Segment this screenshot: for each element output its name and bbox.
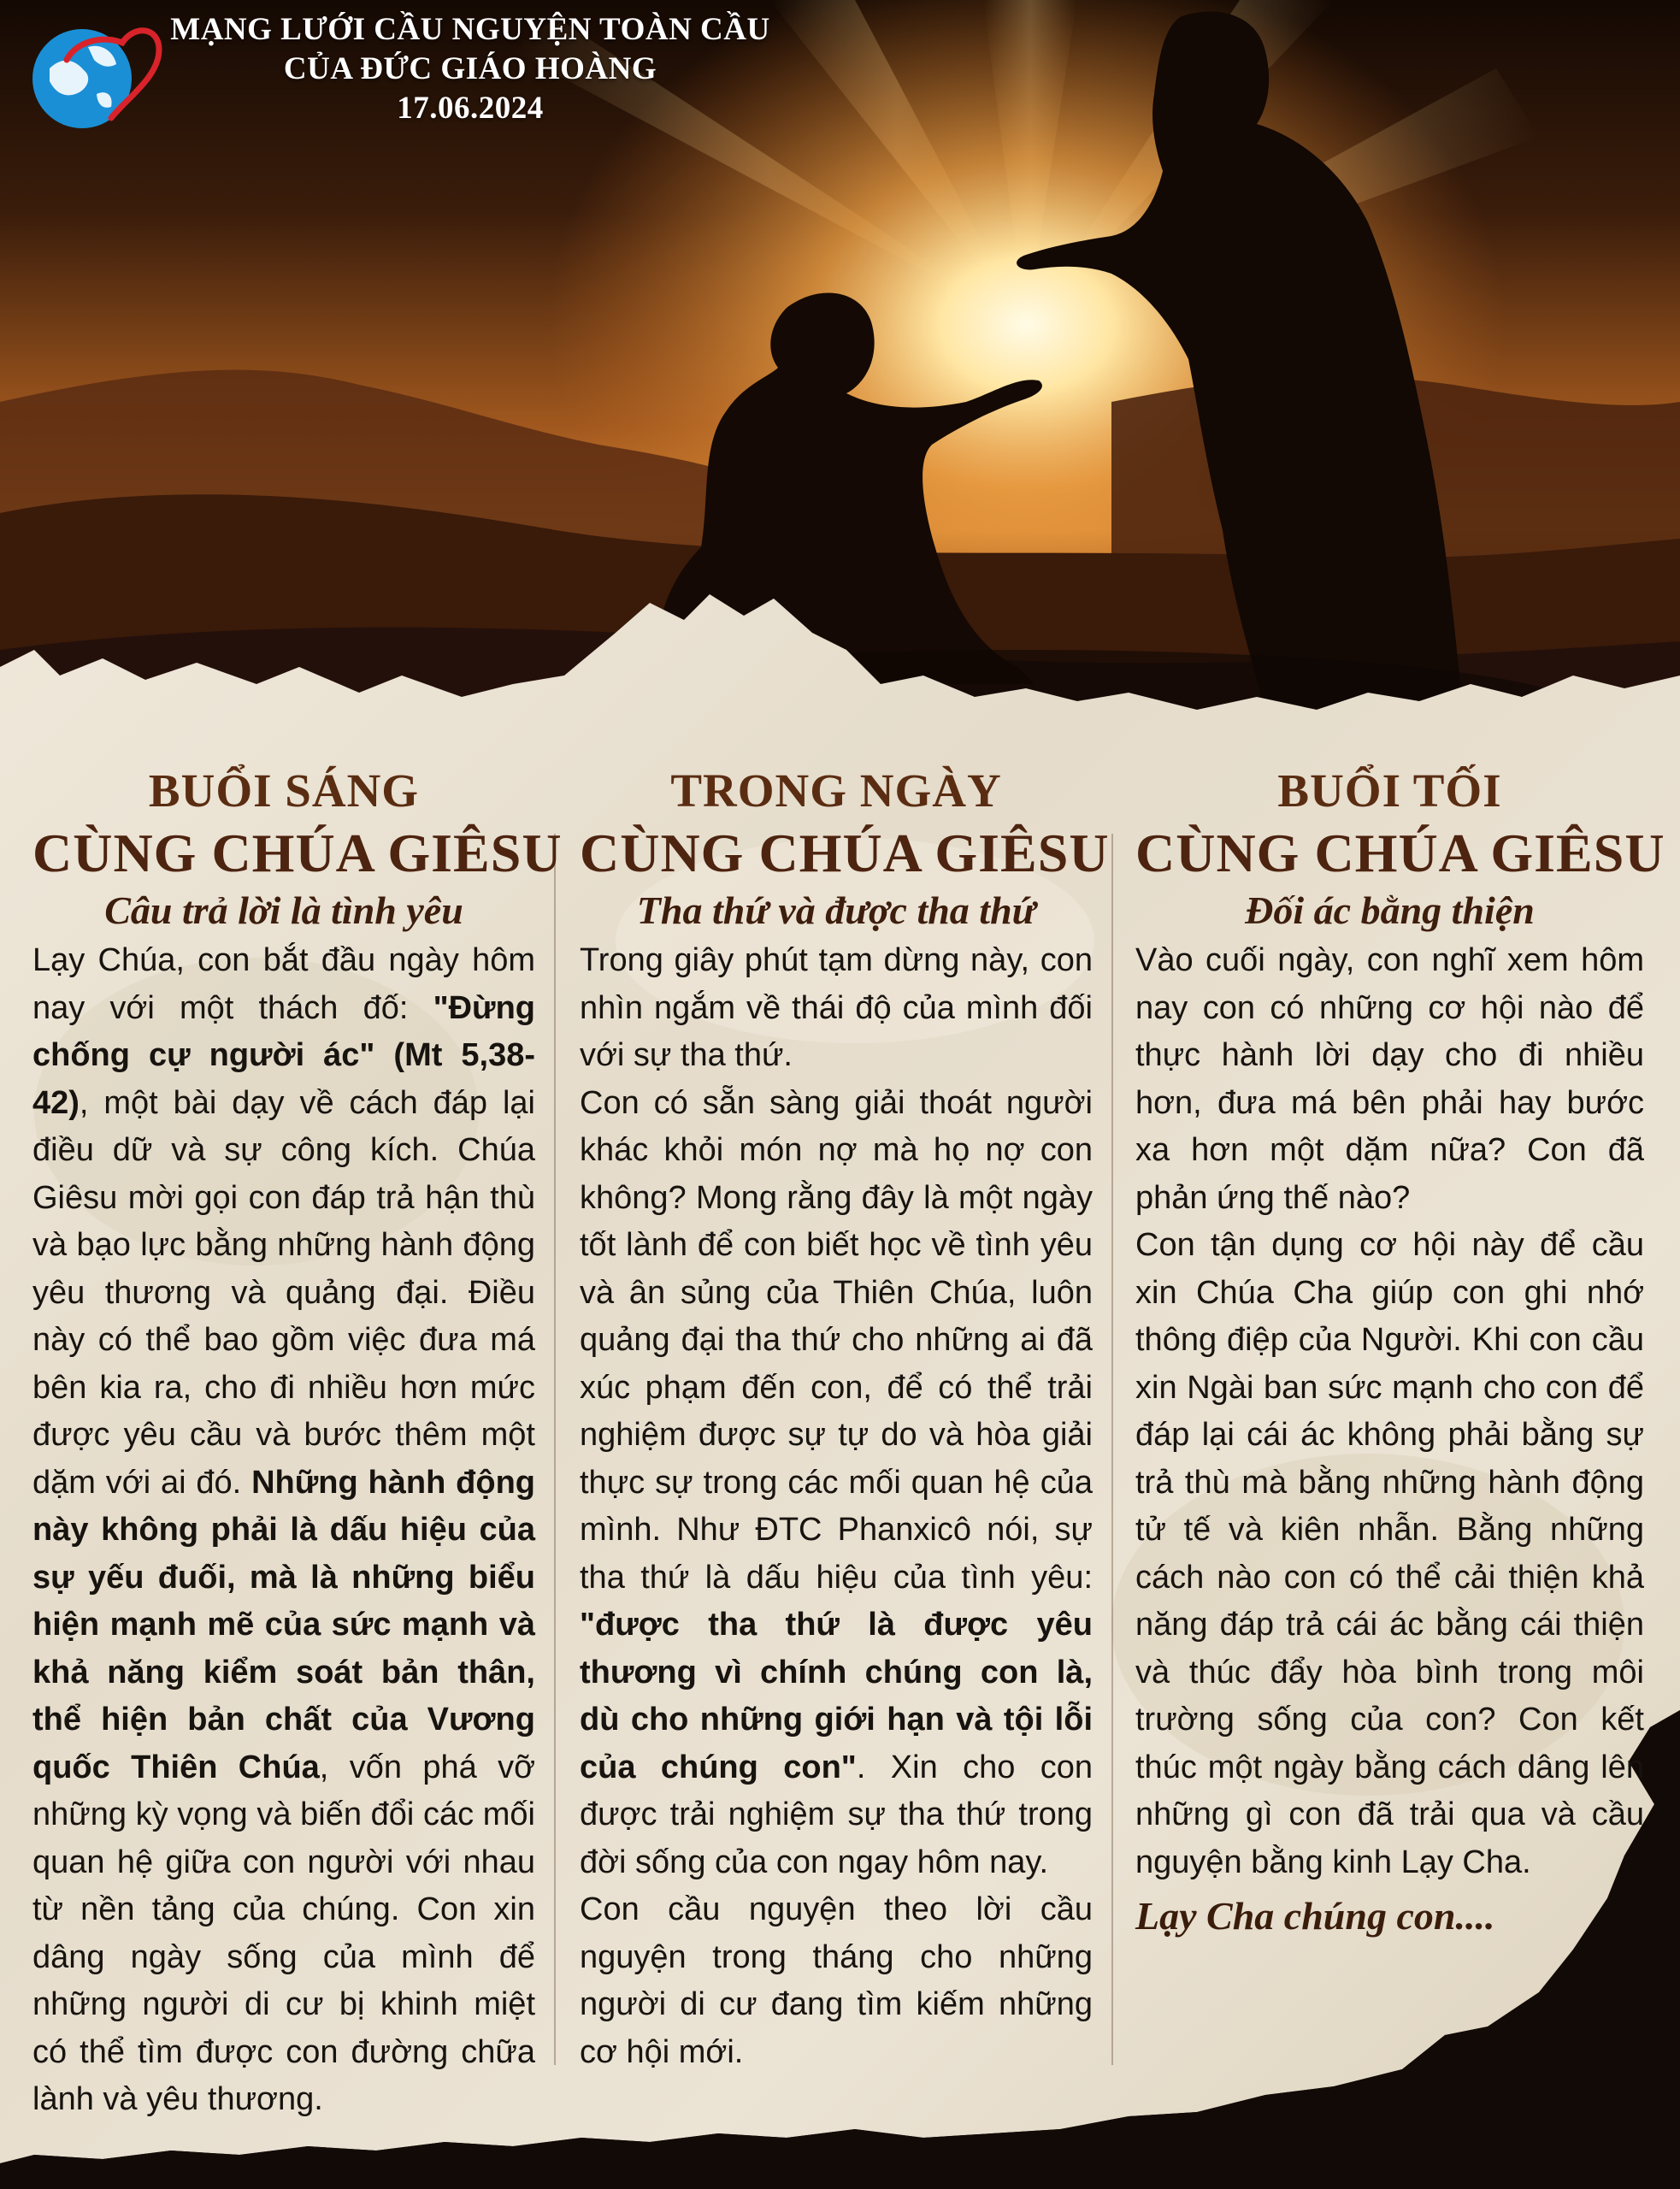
header-line-1: MẠNG LƯỚI CẦU NGUYỆN TOÀN CẦU (170, 12, 770, 47)
header (162, 10, 778, 128)
text-run: , vốn phá vỡ những kỳ vọng và biến đổi các mối quan hệ giữa con người với nhau từ nền tảng của chúng. Con xin dâng ngày sống của mình để những người di cư bị khinh miệt có thể tìm được con đường chữa lành và yêu thương. (32, 1749, 535, 2117)
column-heading: CÙNG CHÚA GIÊSU (1135, 823, 1665, 883)
period-title: BUỔI SÁNG (148, 764, 420, 817)
period-title: BUỔI TỐI (1277, 764, 1502, 817)
header-line-2: CỦA ĐỨC GIÁO HOÀNG (283, 51, 657, 86)
morning-paragraph (32, 937, 535, 2124)
column-subtitle: Đối ác bằng thiện (1245, 888, 1535, 932)
column-divider-left (554, 834, 556, 2065)
prayer-network-logo (15, 9, 165, 133)
column-subtitle: Tha thứ và được tha thứ (636, 888, 1036, 932)
evening-paragraph-1: Vào cuối ngày, con nghĩ xem hôm nay con có những cơ hội nào để thực hành lời dạy cho đi nhiều hơn, đưa má bên phải hay bước xa hơn một dặm nữa? Con đã phản ứng thế nào? (1135, 942, 1644, 1216)
column-heading: CÙNG CHÚA GIÊSU (580, 823, 1110, 883)
day-paragraph-1: Trong giây phút tạm dừng này, con nhìn ngắm về thái độ của mình đối với sự tha thứ. (580, 942, 1093, 1073)
text-run: , một bài dạy về cách đáp lại điều dữ và sự công kích. Chúa Giêsu mời gọi con đáp trả hận thù và bạo lực bằng những hành động yêu thương và quảng đại. Điều này có thể bao gồm việc đưa má bên kia ra, cho đi nhiều hơn mức được yêu cầu và bước thêm một dặm với ai đó. (32, 1084, 535, 1501)
closing-prayer: Lạy Cha chúng con.... (1135, 1894, 1495, 1938)
column-subtitle: Câu trả lời là tình yêu (104, 888, 463, 932)
evening-column (1135, 761, 1665, 1946)
period-title: TRONG NGÀY (670, 764, 1002, 817)
text-run: Con có sẵn sàng giải thoát người khác khỏi món nợ mà họ nợ con không? Mong rằng đây là một ngày tốt lành để con biết học về tình yêu và ân sủng của Thiên Chúa, luôn quảng đại tha thứ cho những ai đã xúc phạm đến con, để có thể trải nghiệm được sự tự do và hòa giải thực sự trong các mối quan hệ của mình. Như ĐTC Phanxicô nói, sự tha thứ là dấu hiệu của tình yêu: (580, 1084, 1093, 1596)
bold-statement: Những hành động này không phải là dấu hiệu của sự yếu đuối, mà là những biểu hiện mạnh mẽ của sức mạnh và khả năng kiểm soát bản thân, thể hiện bản chất của Vương quốc Thiên Chúa (32, 1464, 536, 1785)
header-date: 17.06.2024 (397, 91, 544, 126)
column-heading: CÙNG CHÚA GIÊSU (32, 823, 563, 883)
morning-column (32, 761, 563, 2124)
day-column (580, 761, 1110, 2076)
evening-paragraph-2: Con tận dụng cơ hội này để cầu xin Chúa Cha giúp con ghi nhớ thông điệp của Người. Khi con cầu xin Ngài ban sức mạnh cho con để đáp lại cái ác không phải bằng sự trả thù mà bằng những hành động tử tế và kiên nhẫn. Bằng những cách nào con có thể cải thiện khả năng đáp trả cái ác bằng cái thiện và thúc đẩy hòa bình trong môi trường sống của con? Con kết thúc một ngày bằng cách dâng lên những gì con đã trải qua và cầu nguyện bằng kinh Lạy Cha. (1135, 1227, 1644, 1880)
bold-quote: "Đừng chống cự người ác" (Mt 5,38-42) (32, 989, 535, 1121)
column-divider-right (1111, 834, 1113, 2065)
day-paragraph-2 (580, 1080, 1093, 1887)
text-run: Lạy Chúa, con bắt đầu ngày hôm nay với một thách đố: (32, 942, 535, 1026)
bold-quote: "được tha thứ là được yêu thương vì chính chúng con là, dù cho những giới hạn và tội lỗi của chúng con" (580, 1607, 1093, 1785)
day-paragraph-3: Con cầu nguyện theo lời cầu nguyện trong tháng cho những người di cư đang tìm kiếm những cơ hội mới. (580, 1891, 1093, 2070)
text-run: . Xin cho con được trải nghiệm sự tha thứ trong đời sống của con ngay hôm nay. (580, 1749, 1093, 1880)
